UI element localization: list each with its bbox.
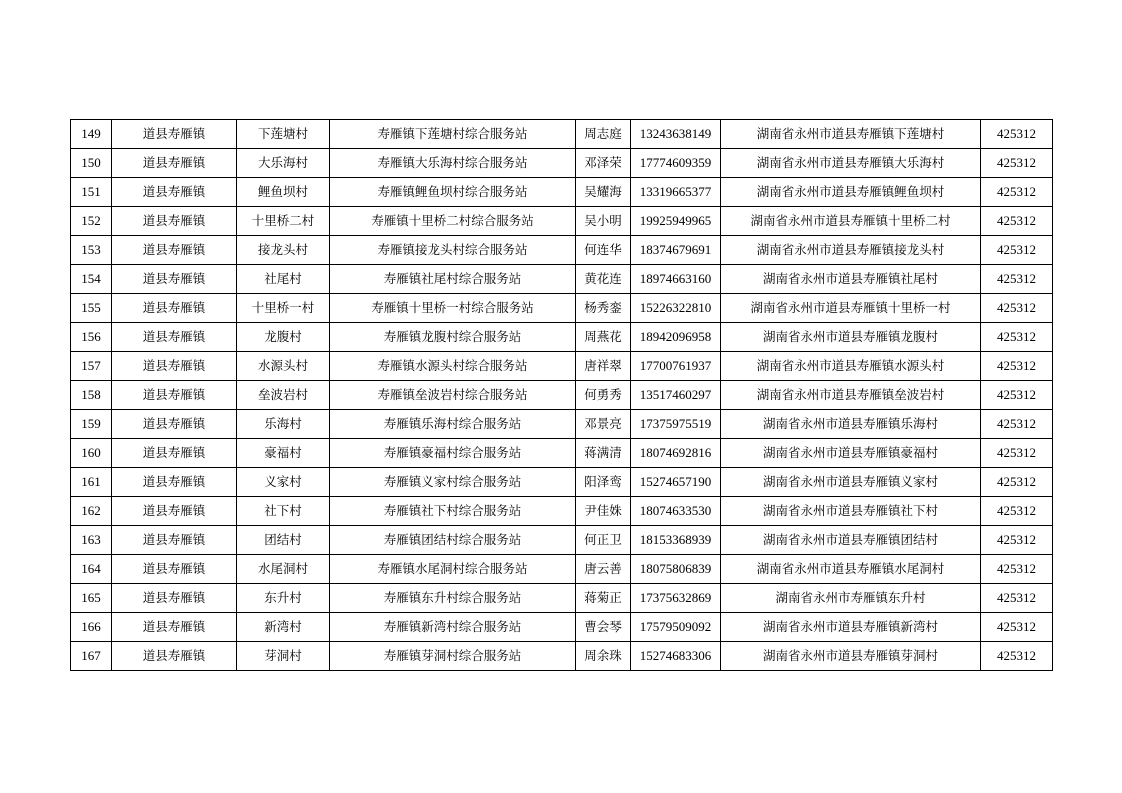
service-station-cell: 寿雁镇豪福村综合服务站 — [330, 439, 576, 468]
village-cell: 义家村 — [237, 468, 330, 497]
postal-code-cell: 425312 — [981, 497, 1053, 526]
contact-name-cell: 杨秀銮 — [576, 294, 631, 323]
row-number-cell: 156 — [71, 323, 112, 352]
table-row — [71, 439, 1053, 468]
postal-code-cell: 425312 — [981, 120, 1053, 149]
table-row — [71, 497, 1053, 526]
address-cell: 湖南省永州市道县寿雁镇社下村 — [721, 497, 981, 526]
service-station-cell: 寿雁镇鲤鱼坝村综合服务站 — [330, 178, 576, 207]
phone-number-cell: 15274683306 — [631, 642, 721, 671]
postal-code-cell: 425312 — [981, 207, 1053, 236]
village-cell: 芽洞村 — [237, 642, 330, 671]
table-body — [71, 120, 1053, 671]
row-number-cell: 161 — [71, 468, 112, 497]
row-number-cell: 153 — [71, 236, 112, 265]
address-cell: 湖南省永州市道县寿雁镇下莲塘村 — [721, 120, 981, 149]
contact-name-cell: 邓景亮 — [576, 410, 631, 439]
county-town-cell: 道县寿雁镇 — [112, 265, 237, 294]
table-row — [71, 120, 1053, 149]
service-station-cell: 寿雁镇社尾村综合服务站 — [330, 265, 576, 294]
postal-code-cell: 425312 — [981, 439, 1053, 468]
county-town-cell: 道县寿雁镇 — [112, 497, 237, 526]
village-cell: 水尾洞村 — [237, 555, 330, 584]
contact-name-cell: 何正卫 — [576, 526, 631, 555]
row-number-cell: 149 — [71, 120, 112, 149]
row-number-cell: 167 — [71, 642, 112, 671]
village-cell: 大乐海村 — [237, 149, 330, 178]
phone-number-cell: 13243638149 — [631, 120, 721, 149]
county-town-cell: 道县寿雁镇 — [112, 584, 237, 613]
phone-number-cell: 17375632869 — [631, 584, 721, 613]
address-cell: 湖南省永州市寿雁镇东升村 — [721, 584, 981, 613]
address-cell: 湖南省永州市道县寿雁镇龙腹村 — [721, 323, 981, 352]
contact-name-cell: 何勇秀 — [576, 381, 631, 410]
service-station-cell: 寿雁镇下莲塘村综合服务站 — [330, 120, 576, 149]
postal-code-cell: 425312 — [981, 323, 1053, 352]
table-row — [71, 468, 1053, 497]
contact-name-cell: 曹会琴 — [576, 613, 631, 642]
address-cell: 湖南省永州市道县寿雁镇乐海村 — [721, 410, 981, 439]
address-cell: 湖南省永州市道县寿雁镇接龙头村 — [721, 236, 981, 265]
contact-name-cell: 吴小明 — [576, 207, 631, 236]
village-cell: 水源头村 — [237, 352, 330, 381]
county-town-cell: 道县寿雁镇 — [112, 207, 237, 236]
postal-code-cell: 425312 — [981, 149, 1053, 178]
phone-number-cell: 18374679691 — [631, 236, 721, 265]
table-row — [71, 410, 1053, 439]
postal-code-cell: 425312 — [981, 584, 1053, 613]
village-cell: 下莲塘村 — [237, 120, 330, 149]
village-cell: 十里桥二村 — [237, 207, 330, 236]
postal-code-cell: 425312 — [981, 178, 1053, 207]
row-number-cell: 164 — [71, 555, 112, 584]
table-row — [71, 236, 1053, 265]
phone-number-cell: 15226322810 — [631, 294, 721, 323]
table-row — [71, 294, 1053, 323]
phone-number-cell: 13319665377 — [631, 178, 721, 207]
village-cell: 豪福村 — [237, 439, 330, 468]
contact-name-cell: 唐云善 — [576, 555, 631, 584]
address-cell: 湖南省永州市道县寿雁镇水尾洞村 — [721, 555, 981, 584]
contact-name-cell: 蒋菊正 — [576, 584, 631, 613]
row-number-cell: 166 — [71, 613, 112, 642]
service-station-cell: 寿雁镇社下村综合服务站 — [330, 497, 576, 526]
phone-number-cell: 13517460297 — [631, 381, 721, 410]
postal-code-cell: 425312 — [981, 555, 1053, 584]
postal-code-cell: 425312 — [981, 294, 1053, 323]
county-town-cell: 道县寿雁镇 — [112, 642, 237, 671]
contact-name-cell: 周志庭 — [576, 120, 631, 149]
county-town-cell: 道县寿雁镇 — [112, 381, 237, 410]
table-row — [71, 207, 1053, 236]
table-row — [71, 323, 1053, 352]
service-station-cell: 寿雁镇东升村综合服务站 — [330, 584, 576, 613]
postal-code-cell: 425312 — [981, 352, 1053, 381]
table-row — [71, 642, 1053, 671]
row-number-cell: 160 — [71, 439, 112, 468]
service-station-cell: 寿雁镇大乐海村综合服务站 — [330, 149, 576, 178]
postal-code-cell: 425312 — [981, 265, 1053, 294]
contact-name-cell: 阳泽鸾 — [576, 468, 631, 497]
address-cell: 湖南省永州市道县寿雁镇社尾村 — [721, 265, 981, 294]
contact-name-cell: 何连华 — [576, 236, 631, 265]
phone-number-cell: 18942096958 — [631, 323, 721, 352]
row-number-cell: 158 — [71, 381, 112, 410]
service-station-cell: 寿雁镇乐海村综合服务站 — [330, 410, 576, 439]
phone-number-cell: 18075806839 — [631, 555, 721, 584]
contact-name-cell: 蒋满清 — [576, 439, 631, 468]
table-row — [71, 613, 1053, 642]
phone-number-cell: 17375975519 — [631, 410, 721, 439]
table-row — [71, 352, 1053, 381]
row-number-cell: 159 — [71, 410, 112, 439]
postal-code-cell: 425312 — [981, 468, 1053, 497]
contact-name-cell: 唐祥翠 — [576, 352, 631, 381]
village-cell: 接龙头村 — [237, 236, 330, 265]
service-station-cell: 寿雁镇龙腹村综合服务站 — [330, 323, 576, 352]
table-row — [71, 178, 1053, 207]
postal-code-cell: 425312 — [981, 526, 1053, 555]
row-number-cell: 157 — [71, 352, 112, 381]
county-town-cell: 道县寿雁镇 — [112, 352, 237, 381]
phone-number-cell: 18074692816 — [631, 439, 721, 468]
table-row — [71, 265, 1053, 294]
county-town-cell: 道县寿雁镇 — [112, 555, 237, 584]
service-station-cell: 寿雁镇接龙头村综合服务站 — [330, 236, 576, 265]
contact-name-cell: 吴耀海 — [576, 178, 631, 207]
county-town-cell: 道县寿雁镇 — [112, 526, 237, 555]
row-number-cell: 154 — [71, 265, 112, 294]
village-cell: 乐海村 — [237, 410, 330, 439]
county-town-cell: 道县寿雁镇 — [112, 236, 237, 265]
village-cell: 社尾村 — [237, 265, 330, 294]
phone-number-cell: 17579509092 — [631, 613, 721, 642]
address-cell: 湖南省永州市道县寿雁镇十里桥二村 — [721, 207, 981, 236]
address-cell: 湖南省永州市道县寿雁镇十里桥一村 — [721, 294, 981, 323]
row-number-cell: 155 — [71, 294, 112, 323]
table-row — [71, 381, 1053, 410]
service-station-cell: 寿雁镇垒波岩村综合服务站 — [330, 381, 576, 410]
address-cell: 湖南省永州市道县寿雁镇新湾村 — [721, 613, 981, 642]
village-cell: 新湾村 — [237, 613, 330, 642]
service-station-cell: 寿雁镇十里桥二村综合服务站 — [330, 207, 576, 236]
village-cell: 社下村 — [237, 497, 330, 526]
county-town-cell: 道县寿雁镇 — [112, 439, 237, 468]
county-town-cell: 道县寿雁镇 — [112, 178, 237, 207]
service-station-cell: 寿雁镇团结村综合服务站 — [330, 526, 576, 555]
county-town-cell: 道县寿雁镇 — [112, 149, 237, 178]
phone-number-cell: 17774609359 — [631, 149, 721, 178]
county-town-cell: 道县寿雁镇 — [112, 294, 237, 323]
postal-code-cell: 425312 — [981, 236, 1053, 265]
service-station-cell: 寿雁镇水尾洞村综合服务站 — [330, 555, 576, 584]
village-cell: 龙腹村 — [237, 323, 330, 352]
row-number-cell: 152 — [71, 207, 112, 236]
address-cell: 湖南省永州市道县寿雁镇芽洞村 — [721, 642, 981, 671]
phone-number-cell: 18074633530 — [631, 497, 721, 526]
phone-number-cell: 17700761937 — [631, 352, 721, 381]
row-number-cell: 163 — [71, 526, 112, 555]
county-town-cell: 道县寿雁镇 — [112, 323, 237, 352]
county-town-cell: 道县寿雁镇 — [112, 410, 237, 439]
postal-code-cell: 425312 — [981, 642, 1053, 671]
table-row — [71, 526, 1053, 555]
village-cell: 团结村 — [237, 526, 330, 555]
table-row — [71, 149, 1053, 178]
service-station-cell: 寿雁镇义家村综合服务站 — [330, 468, 576, 497]
table-row — [71, 555, 1053, 584]
service-station-cell: 寿雁镇水源头村综合服务站 — [330, 352, 576, 381]
county-town-cell: 道县寿雁镇 — [112, 613, 237, 642]
address-cell: 湖南省永州市道县寿雁镇鲤鱼坝村 — [721, 178, 981, 207]
address-cell: 湖南省永州市道县寿雁镇垒波岩村 — [721, 381, 981, 410]
address-cell: 湖南省永州市道县寿雁镇大乐海村 — [721, 149, 981, 178]
county-town-cell: 道县寿雁镇 — [112, 468, 237, 497]
row-number-cell: 150 — [71, 149, 112, 178]
postal-code-cell: 425312 — [981, 613, 1053, 642]
village-cell: 鲤鱼坝村 — [237, 178, 330, 207]
row-number-cell: 162 — [71, 497, 112, 526]
row-number-cell: 165 — [71, 584, 112, 613]
address-cell: 湖南省永州市道县寿雁镇义家村 — [721, 468, 981, 497]
postal-code-cell: 425312 — [981, 381, 1053, 410]
address-cell: 湖南省永州市道县寿雁镇豪福村 — [721, 439, 981, 468]
phone-number-cell: 18153368939 — [631, 526, 721, 555]
service-station-cell: 寿雁镇十里桥一村综合服务站 — [330, 294, 576, 323]
service-station-cell: 寿雁镇新湾村综合服务站 — [330, 613, 576, 642]
postal-code-cell: 425312 — [981, 410, 1053, 439]
village-cell: 十里桥一村 — [237, 294, 330, 323]
table-row — [71, 584, 1053, 613]
phone-number-cell: 18974663160 — [631, 265, 721, 294]
contact-name-cell: 尹佳姝 — [576, 497, 631, 526]
service-station-cell: 寿雁镇芽洞村综合服务站 — [330, 642, 576, 671]
phone-number-cell: 19925949965 — [631, 207, 721, 236]
contact-name-cell: 黄花连 — [576, 265, 631, 294]
contact-name-cell: 邓泽荣 — [576, 149, 631, 178]
village-cell: 东升村 — [237, 584, 330, 613]
village-cell: 垒波岩村 — [237, 381, 330, 410]
contact-name-cell: 周余珠 — [576, 642, 631, 671]
phone-number-cell: 15274657190 — [631, 468, 721, 497]
service-station-table — [70, 119, 1053, 671]
county-town-cell: 道县寿雁镇 — [112, 120, 237, 149]
row-number-cell: 151 — [71, 178, 112, 207]
address-cell: 湖南省永州市道县寿雁镇水源头村 — [721, 352, 981, 381]
address-cell: 湖南省永州市道县寿雁镇团结村 — [721, 526, 981, 555]
contact-name-cell: 周燕花 — [576, 323, 631, 352]
